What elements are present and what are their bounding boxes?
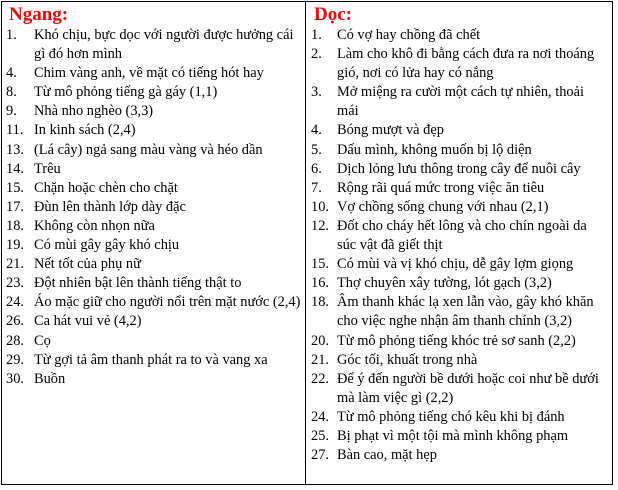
clue-item bbox=[6, 236, 301, 255]
clue-item bbox=[6, 332, 301, 351]
clue-number: 2. bbox=[311, 46, 322, 63]
clue-number: 13. bbox=[6, 141, 24, 158]
clue-item bbox=[311, 408, 608, 427]
clue-item bbox=[6, 83, 301, 102]
clue-number: 22. bbox=[311, 370, 329, 387]
clue-text: Có vợ hay chồng đã chết bbox=[337, 27, 481, 43]
clue-item bbox=[311, 427, 608, 446]
clue-text: Dịch lỏng lưu thông trong cây để nuôi cây bbox=[337, 160, 581, 177]
clue-number: 10. bbox=[311, 198, 329, 215]
clue-number: 9. bbox=[6, 103, 17, 120]
clue-number: 25. bbox=[311, 427, 329, 444]
clue-text: Ca hát vui vẻ (4,2) bbox=[34, 313, 142, 330]
clue-number: 18. bbox=[311, 294, 329, 311]
clue-item bbox=[6, 102, 301, 121]
clue-item bbox=[311, 255, 608, 274]
clue-number: 15. bbox=[6, 179, 24, 196]
clue-number: 29. bbox=[6, 351, 24, 368]
clue-number: 15. bbox=[311, 256, 329, 273]
clue-number: 14. bbox=[6, 160, 24, 177]
clue-text: Vợ chồng sống chung với nhau (2,1) bbox=[337, 198, 549, 215]
clue-text: Chim vàng anh, về mặt có tiếng hót hay bbox=[34, 65, 264, 82]
down-column bbox=[306, 2, 612, 484]
clue-text: Đốt cho cháy hết lông và cho chín ngoài da súc vật đã giết thịt bbox=[337, 217, 587, 254]
across-heading: Ngang: bbox=[9, 4, 69, 25]
clue-text: Mở miệng ra cười một cách tự nhiên, thoải mái bbox=[337, 84, 585, 120]
clue-item bbox=[6, 121, 301, 140]
clue-text: Từ mô phỏng tiếng gà gáy (1,1) bbox=[34, 84, 218, 101]
clue-number: 3. bbox=[311, 84, 322, 101]
clue-text: Đùn lên thành lớp dày đặc bbox=[34, 198, 186, 215]
clue-text: Từ mô phỏng tiếng chó kêu khi bị đánh bbox=[337, 408, 565, 425]
clue-text: Bóng mượt và đẹp bbox=[337, 122, 444, 139]
clue-item bbox=[311, 217, 608, 255]
clue-number: 28. bbox=[6, 332, 24, 349]
clue-text: Để ý đến người bề dưới hoặc coi như bề dưới mà làm việc gì (2,2) bbox=[337, 370, 599, 406]
clue-number: 24. bbox=[311, 408, 329, 425]
clue-number: 5. bbox=[311, 141, 322, 158]
across-column bbox=[2, 2, 306, 484]
clue-item bbox=[311, 83, 608, 121]
clue-text: Làm cho khô đi bằng cách đưa ra nơi thoáng gió, nơi có lửa hay có nắng bbox=[337, 46, 595, 82]
clue-item bbox=[311, 26, 608, 45]
clue-text: Trêu bbox=[34, 160, 61, 177]
clue-item bbox=[311, 198, 608, 217]
clue-item bbox=[311, 351, 608, 370]
clue-item bbox=[6, 179, 301, 198]
clue-number: 4. bbox=[311, 122, 322, 139]
clue-item bbox=[6, 255, 301, 274]
clue-item bbox=[6, 370, 301, 389]
clue-text: Góc tối, khuất trong nhà bbox=[337, 351, 478, 368]
clue-text: Từ mô phỏng tiếng khóc trẻ sơ sanh (2,2) bbox=[337, 332, 576, 349]
clue-number: 18. bbox=[6, 217, 24, 234]
clue-item bbox=[311, 293, 608, 331]
clue-item bbox=[6, 64, 301, 83]
clue-number: 8. bbox=[6, 84, 17, 101]
clue-number: 26. bbox=[6, 313, 24, 330]
clue-number: 4. bbox=[6, 65, 17, 82]
clue-item bbox=[311, 160, 608, 179]
clue-text: Âm thanh khác lạ xen lẫn vào, gây khó khăn cho việc nghe nhận âm thanh chính (3,2) bbox=[337, 294, 594, 330]
clue-item bbox=[6, 160, 301, 179]
clue-number: 19. bbox=[6, 237, 24, 254]
clue-text: Cọ bbox=[34, 332, 51, 349]
clue-number: 21. bbox=[6, 256, 24, 273]
clue-number: 30. bbox=[6, 370, 24, 387]
clue-text: Thợ chuyên xây tường, lót gạch (3,2) bbox=[337, 275, 552, 292]
clue-text: In kinh sách (2,4) bbox=[34, 122, 136, 139]
clue-number: 23. bbox=[6, 275, 24, 292]
clue-number: 12. bbox=[311, 217, 329, 234]
clue-text: Bị phạt vì một tội mà mình không phạm bbox=[337, 427, 569, 444]
clue-item bbox=[6, 351, 301, 370]
clue-item bbox=[6, 217, 301, 236]
clue-text: Dấu mình, không muốn bị lộ diện bbox=[337, 141, 532, 158]
clue-text: Có mùi gây gây khó chịu bbox=[34, 237, 180, 254]
clue-number: 16. bbox=[311, 275, 329, 292]
clue-item bbox=[311, 121, 608, 140]
clue-item bbox=[311, 370, 608, 408]
clue-text: (Lá cây) ngả sang màu vàng và héo dần bbox=[34, 141, 263, 158]
clue-item bbox=[6, 26, 301, 64]
clue-number: 17. bbox=[6, 198, 24, 215]
clue-number: 1. bbox=[311, 27, 322, 43]
crossword-clues-table bbox=[1, 1, 613, 485]
clue-item bbox=[6, 274, 301, 293]
across-clue-list bbox=[6, 26, 301, 389]
clue-number: 27. bbox=[311, 447, 329, 464]
clue-number: 6. bbox=[311, 160, 322, 177]
clue-number: 7. bbox=[311, 179, 322, 196]
clue-item bbox=[6, 312, 301, 331]
down-clue-list bbox=[311, 26, 608, 465]
clue-item bbox=[311, 332, 608, 351]
clue-item bbox=[6, 198, 301, 217]
clue-number: 20. bbox=[311, 332, 329, 349]
clue-item bbox=[311, 446, 608, 465]
clue-text: Khó chịu, bực dọc với người được hưởng cái gì đó hơn mình bbox=[34, 27, 294, 63]
clue-text: Chặn hoặc chèn cho chặt bbox=[34, 179, 178, 196]
clue-number: 21. bbox=[311, 351, 329, 368]
clue-text: Không còn nhọn nữa bbox=[34, 217, 155, 234]
clue-item bbox=[311, 141, 608, 160]
clue-text: Có mùi và vị khó chịu, dễ gây lợm giọng bbox=[337, 256, 574, 273]
clue-number: 24. bbox=[6, 294, 24, 311]
clue-text: Rộng rãi quá mức trong việc ăn tiêu bbox=[337, 179, 545, 196]
down-heading: Dọc: bbox=[314, 4, 352, 25]
clue-text: Áo mặc giữ cho người nổi trên mặt nước (2,4) bbox=[34, 294, 301, 311]
clue-item bbox=[311, 274, 608, 293]
clue-text: Nhà nho nghèo (3,3) bbox=[34, 103, 154, 120]
clue-item bbox=[311, 179, 608, 198]
clue-text: Buồn bbox=[34, 370, 66, 387]
clue-text: Đột nhiên bật lên thành tiếng thật to bbox=[34, 275, 242, 292]
clue-number: 1. bbox=[6, 27, 17, 43]
clue-item bbox=[311, 45, 608, 83]
clue-number: 11. bbox=[6, 122, 24, 139]
clue-text: Bàn cao, mặt hẹp bbox=[337, 447, 437, 464]
clue-text: Nết tốt của phụ nữ bbox=[34, 256, 141, 273]
clue-item bbox=[6, 293, 301, 312]
clue-item bbox=[6, 141, 301, 160]
clue-text: Từ gợi tả âm thanh phát ra to và vang xa bbox=[34, 351, 268, 368]
